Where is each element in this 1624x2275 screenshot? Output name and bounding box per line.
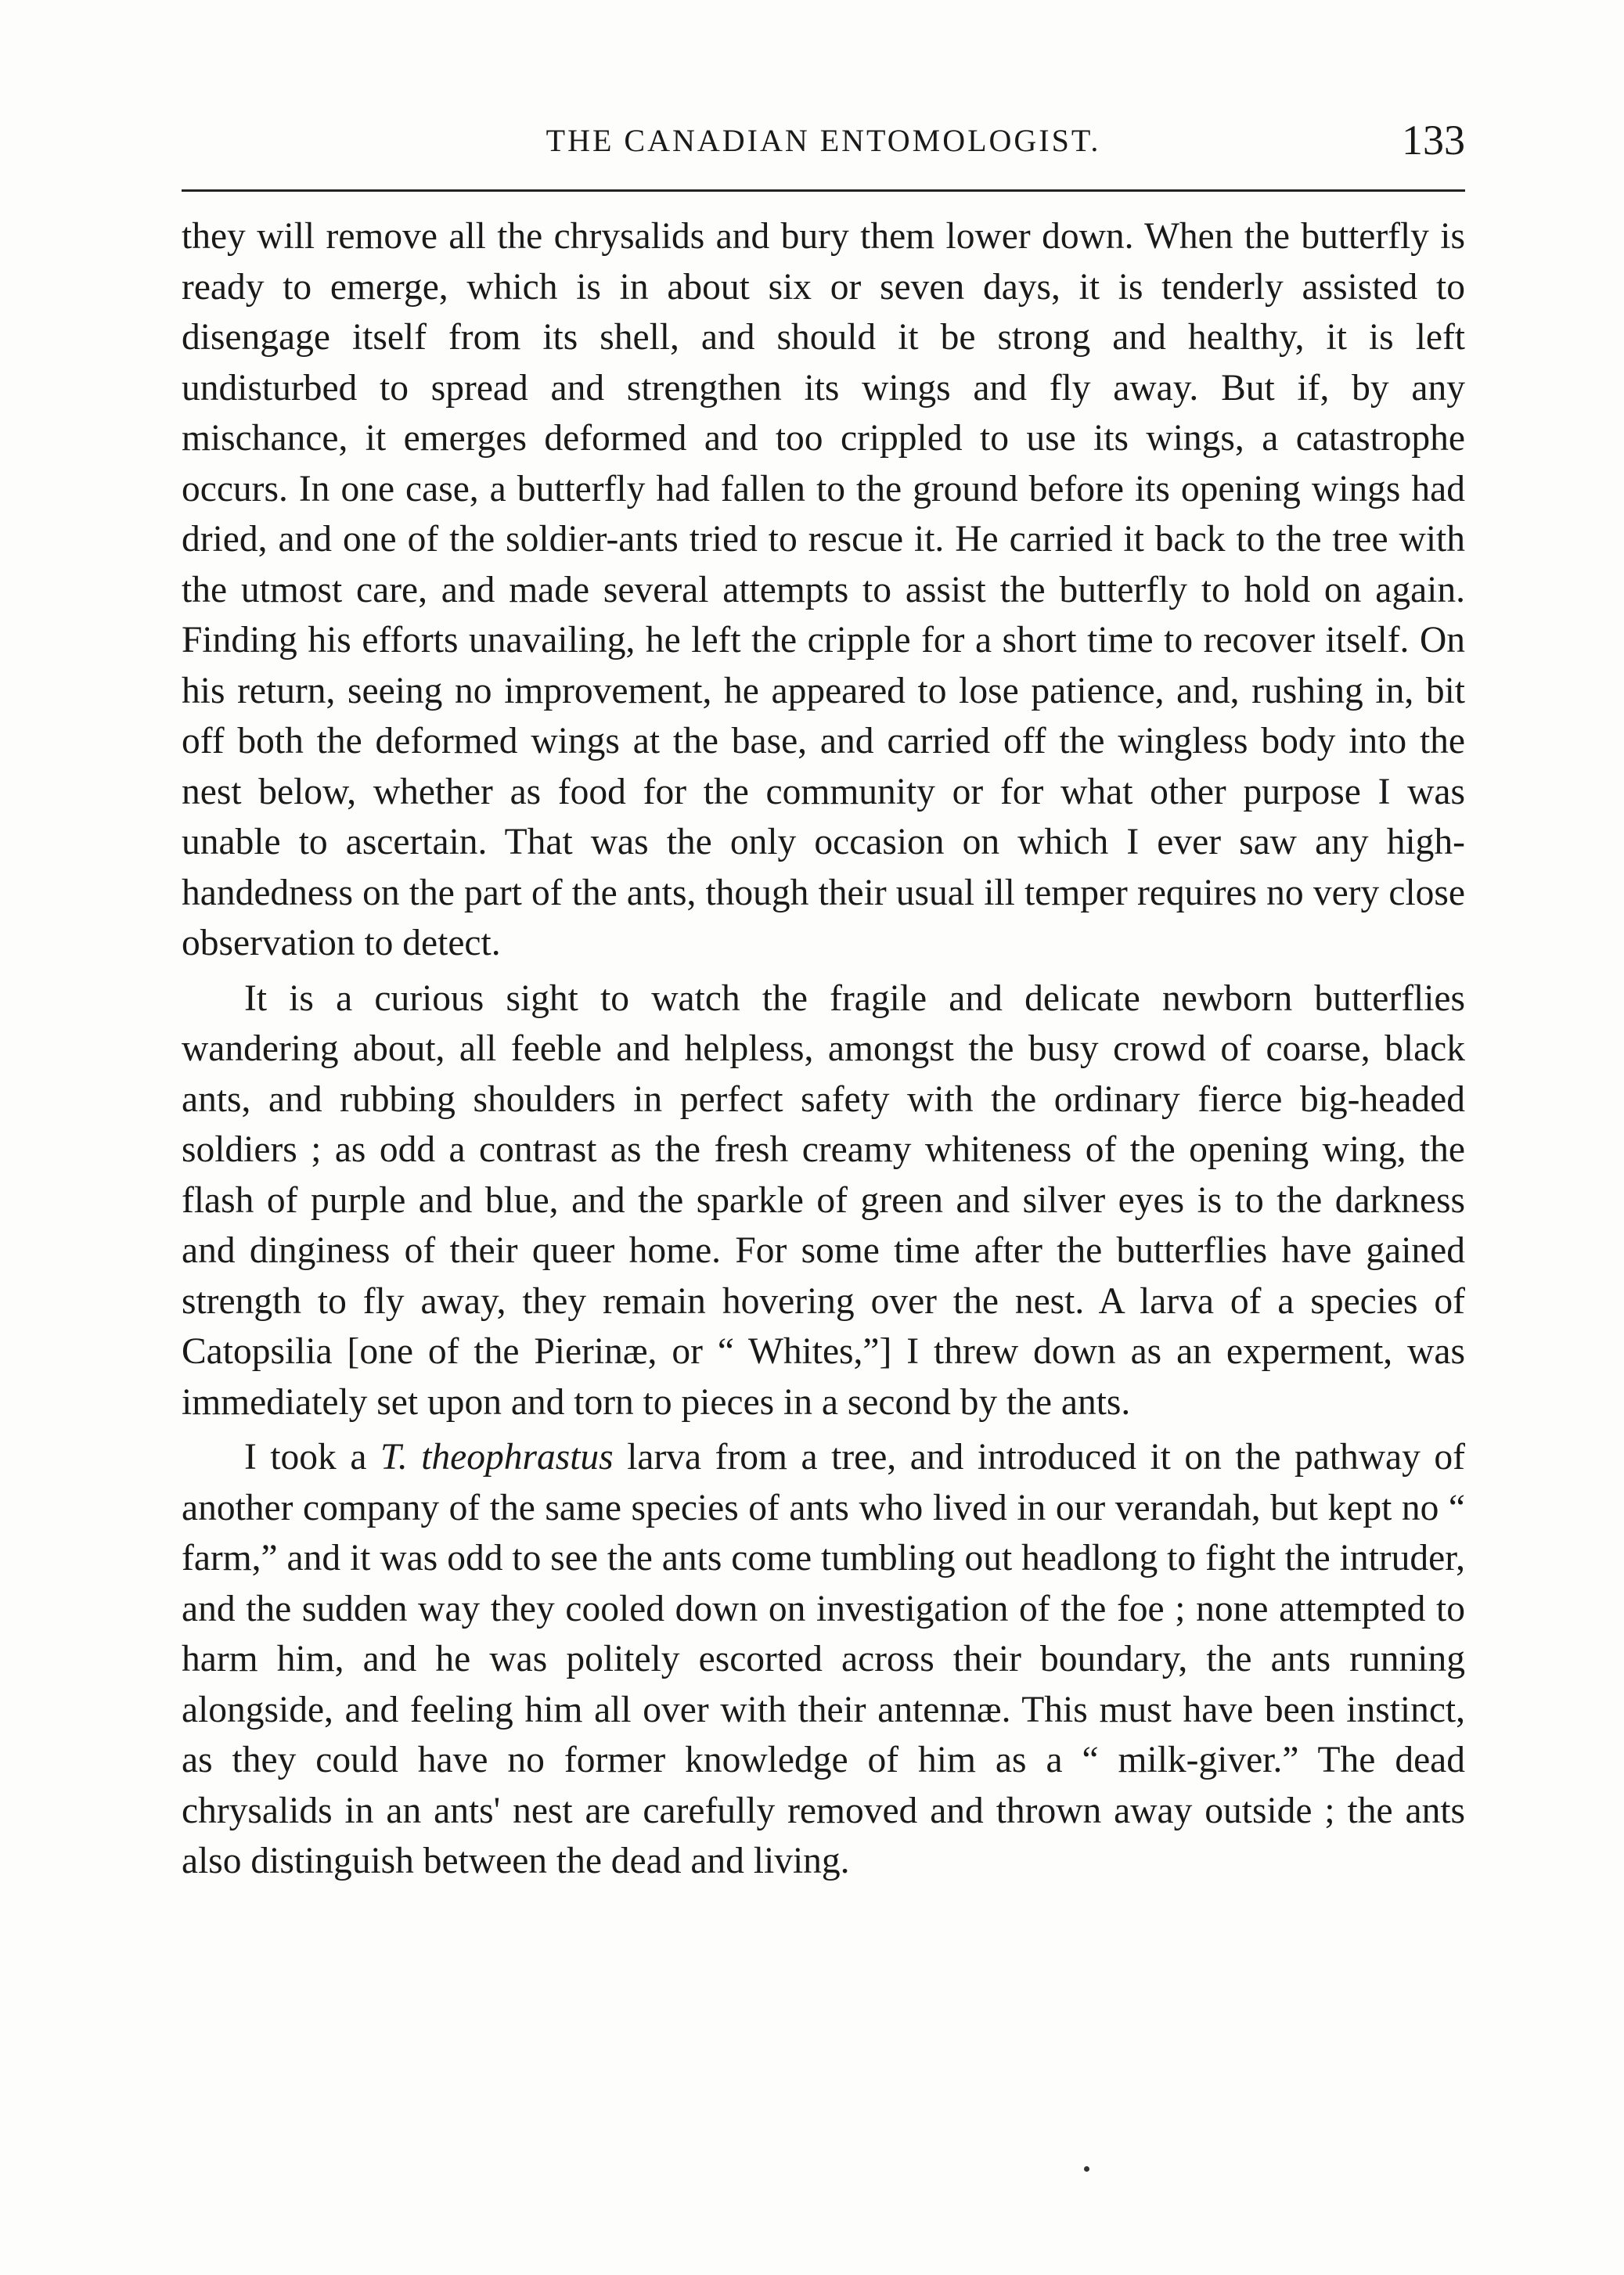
body-text <box>182 211 1465 1887</box>
running-head <box>182 116 1465 171</box>
paragraph-3-rest: larva from a tree, and introduced it on the pathway of another company of the same species of ants who lived in our verandah, but kept no “ farm,” and it was odd to see the ants come tumbling out headlong to fight the intruder, and the sudden way they cooled down on investigation of the foe ; none attempted to harm him, and he was politely escorted across their boundary, the ants running alongside, and feeling him all over with their antennæ. This must have been instinct, as they could have no former knowledge of him as a “ milk-giver.” The dead chrysalids in an ants' nest are carefully removed and thrown away outside ; the ants also distinguish between the dead and living. <box>182 1437 1465 1881</box>
print-speck <box>1084 2166 1089 2172</box>
page-number: 133 <box>1402 117 1465 164</box>
running-title: THE CANADIAN ENTOMOLOGIST. <box>546 123 1101 158</box>
paragraph-2: It is a curious sight to watch the fragile and delicate newborn butterflies wandering about, all feeble and helpless, amongst the busy crowd of coarse, black ants, and rubbing shoulders in perfect safety with the ordinary fierce big-headed soldiers ; as odd a contrast as the fresh creamy whiteness of the opening wing, the flash of purple and blue, and the sparkle of green and silver eyes is to the darkness and dinginess of their queer home. For some time after the butterflies have gained strength to fly away, they remain hovering over the nest. A larva of a species of Catopsilia [one of the Pierinæ, or “ Whites,”] I threw down as an experment, was immediately set upon and torn to pieces in a second by the ants. <box>182 977 1465 1423</box>
paragraph-3 <box>182 1432 1465 1887</box>
header-rule <box>182 189 1465 192</box>
paragraph-1: they will remove all the chrysalids and bury them lower down. When the butterfly is ready to emerge, which is in about six or seven days, it is tenderly assisted to disengage itself from its shell, and should it be strong and healthy, it is left undisturbed to spread and strengthen its wings and fly away. But if, by any mischance, it emerges deformed and too crippled to use its wings, a catastrophe occurs. In one case, a butterfly had fallen to the ground before its opening wings had dried, and one of the soldier-ants tried to rescue it. He carried it back to the tree with the utmost care, and made several attempts to assist the butterfly to hold on again. Finding his efforts unavailing, he left the cripple for a short time to recover itself. On his return, seeing no improvement, he appeared to lose patience, and, rushing in, bit off both the deformed wings at the base, and carried off the wingless body into the nest below, whether as food for the community or for what other purpose I was unable to ascertain. That was the only occasion on which I ever saw any high-handedness on the part of the ants, though their usual ill temper requires no very close observation to detect. <box>182 216 1465 963</box>
species-name: T. theophrastus <box>380 1437 614 1478</box>
paragraph-3-lead: I took a <box>244 1437 380 1478</box>
